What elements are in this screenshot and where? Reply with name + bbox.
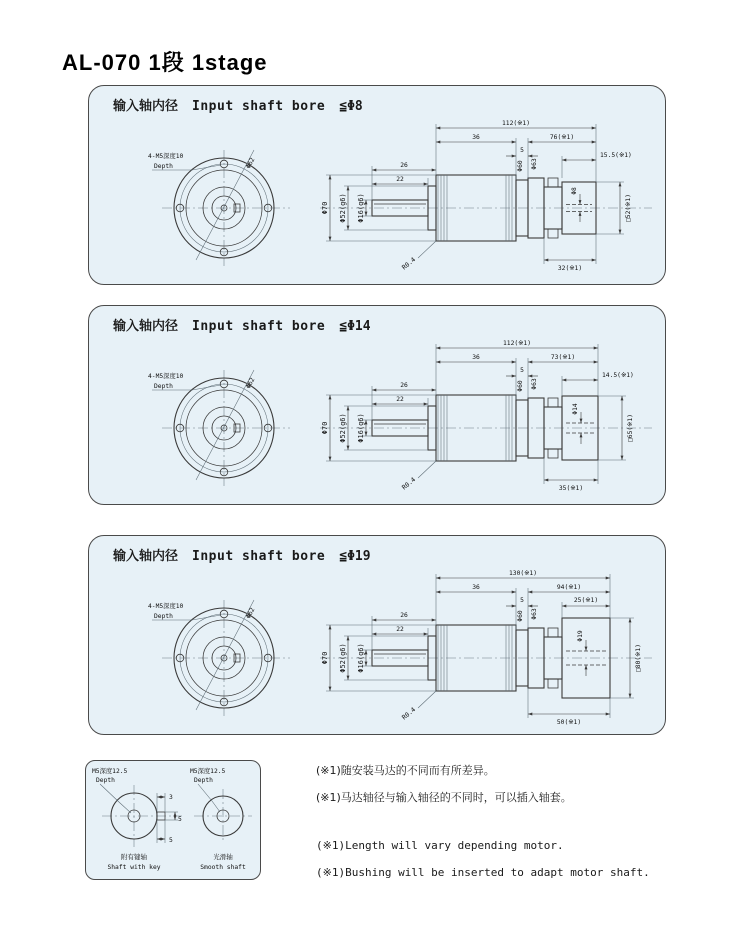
caption-smooth-cn: 光滑轴 bbox=[213, 853, 233, 861]
key-dim-a: 3 bbox=[169, 794, 173, 801]
gearbox-drawing bbox=[92, 332, 662, 502]
caption-key-en: Shaft with key bbox=[107, 864, 161, 871]
dim-od: Φ70 bbox=[321, 201, 329, 215]
tap-label: M5深度12.5 bbox=[92, 768, 128, 775]
dim-pilot: Φ52(g6) bbox=[339, 413, 347, 443]
header-label-cn: 输入轴内径 bbox=[113, 99, 179, 114]
dim-fillet: R0.4 bbox=[400, 476, 418, 492]
panel-bore-8 bbox=[88, 85, 666, 285]
header-label-en: Input shaft bore bbox=[192, 549, 326, 564]
key-dim-c: 5 bbox=[169, 837, 173, 844]
dim-square: □80(※1) bbox=[635, 643, 642, 673]
footnotes bbox=[316, 764, 650, 893]
front-bolt-label: 4-M5深度10 bbox=[148, 603, 184, 610]
dim-shaft: 22 bbox=[396, 626, 404, 633]
page-title: AL-070 1段 1stage bbox=[62, 50, 268, 75]
dim-fillet: R0.4 bbox=[400, 706, 418, 722]
dim-overall: 112(※1) bbox=[502, 340, 532, 347]
dim-housing: 36 bbox=[472, 354, 480, 361]
note-cn-1: (※1)随安装马达的不同而有所差异。 bbox=[316, 764, 495, 777]
dim-pilot: Φ52(g6) bbox=[339, 193, 347, 223]
note-en-2: (※1)Bushing will be inserted to adapt motor shaft. bbox=[316, 866, 650, 879]
dim-shaft-total: 26 bbox=[400, 612, 408, 619]
dim-ring2-dia: Φ63 bbox=[531, 608, 538, 620]
dim-motor-side: 73(※1) bbox=[550, 354, 576, 361]
front-depth-label: Depth bbox=[154, 613, 173, 620]
dim-motor-side: 76(※1) bbox=[549, 134, 575, 141]
tap-label: M5深度12.5 bbox=[190, 768, 226, 775]
dim-housing: 36 bbox=[472, 584, 480, 591]
dim-flange-thick: 14.5(※1) bbox=[602, 372, 634, 379]
dim-shaft-total: 26 bbox=[400, 382, 408, 389]
dim-housing: 36 bbox=[472, 134, 480, 141]
panel-bore-14 bbox=[88, 305, 666, 505]
shaft-detail-panel bbox=[85, 760, 261, 880]
front-bolt-circle-dia: Φ62 bbox=[244, 606, 257, 620]
dim-shaft-dia: Φ16(g6) bbox=[357, 193, 365, 223]
dim-bore: Φ8 bbox=[571, 187, 578, 195]
front-depth-label: Depth bbox=[154, 163, 173, 170]
header-label-cn: 输入轴内径 bbox=[113, 319, 179, 334]
dim-fillet: R0.4 bbox=[400, 256, 418, 272]
key-dim-b: 5 bbox=[178, 816, 182, 823]
dim-bottom: 35(※1) bbox=[558, 485, 584, 492]
dim-shaft-dia: Φ16(g6) bbox=[357, 643, 365, 673]
header-label-cn: 输入轴内径 bbox=[113, 549, 179, 564]
dim-bore: Φ19 bbox=[577, 630, 584, 642]
gearbox-drawing bbox=[92, 562, 662, 732]
dim-ring-width: 5 bbox=[520, 367, 524, 374]
dim-ring-width: 5 bbox=[520, 597, 524, 604]
front-depth-label: Depth bbox=[154, 383, 173, 390]
dim-square: □65(※1) bbox=[627, 413, 634, 443]
caption-smooth-en: Smooth shaft bbox=[200, 864, 246, 871]
dim-shaft-total: 26 bbox=[400, 162, 408, 169]
front-bolt-label: 4-M5深度10 bbox=[148, 373, 184, 380]
dim-ring1-dia: Φ60 bbox=[517, 380, 524, 392]
dim-bottom: 32(※1) bbox=[557, 265, 583, 272]
header-bore-value: ≦Φ14 bbox=[339, 319, 371, 334]
dim-ring2-dia: Φ63 bbox=[531, 378, 538, 390]
header-label-en: Input shaft bore bbox=[192, 99, 326, 114]
dim-ring1-dia: Φ60 bbox=[517, 160, 524, 172]
front-bolt-circle-dia: Φ62 bbox=[244, 156, 257, 170]
caption-key-cn: 附有键轴 bbox=[121, 853, 147, 861]
dim-ring1-dia: Φ60 bbox=[517, 610, 524, 622]
front-bolt-label: 4-M5深度10 bbox=[148, 153, 184, 160]
dim-overall: 130(※1) bbox=[508, 570, 538, 577]
header-bore-value: ≦Φ19 bbox=[339, 549, 371, 564]
dim-bore: Φ14 bbox=[572, 403, 579, 415]
dim-overall: 112(※1) bbox=[501, 120, 531, 127]
dim-pilot: Φ52(g6) bbox=[339, 643, 347, 673]
note-en-1: (※1)Length will vary depending motor. bbox=[316, 839, 564, 852]
dim-square: □52(※1) bbox=[625, 193, 632, 223]
shaft-detail-drawing bbox=[86, 761, 259, 878]
dim-shaft: 22 bbox=[396, 176, 404, 183]
note-cn-2: (※1)马达轴径与输入轴径的不同时，可以插入轴套。 bbox=[316, 791, 572, 804]
dim-ring2-dia: Φ63 bbox=[531, 158, 538, 170]
panel-bore-19 bbox=[88, 535, 666, 735]
front-bolt-circle-dia: Φ62 bbox=[244, 376, 257, 390]
dim-flange-thick: 25(※1) bbox=[573, 597, 599, 604]
dim-od: Φ70 bbox=[321, 651, 329, 665]
dim-ring-width: 5 bbox=[520, 147, 524, 154]
tap-depth-label: Depth bbox=[194, 777, 213, 784]
dim-bottom: 50(※1) bbox=[556, 719, 582, 726]
dim-shaft-dia: Φ16(g6) bbox=[357, 413, 365, 443]
dim-od: Φ70 bbox=[321, 421, 329, 435]
gearbox-drawing bbox=[92, 112, 662, 282]
dim-motor-side: 94(※1) bbox=[556, 584, 582, 591]
dim-shaft: 22 bbox=[396, 396, 404, 403]
dim-flange-thick: 15.5(※1) bbox=[600, 152, 632, 159]
tap-depth-label: Depth bbox=[96, 777, 115, 784]
header-bore-value: ≦Φ8 bbox=[339, 99, 363, 114]
header-label-en: Input shaft bore bbox=[192, 319, 326, 334]
